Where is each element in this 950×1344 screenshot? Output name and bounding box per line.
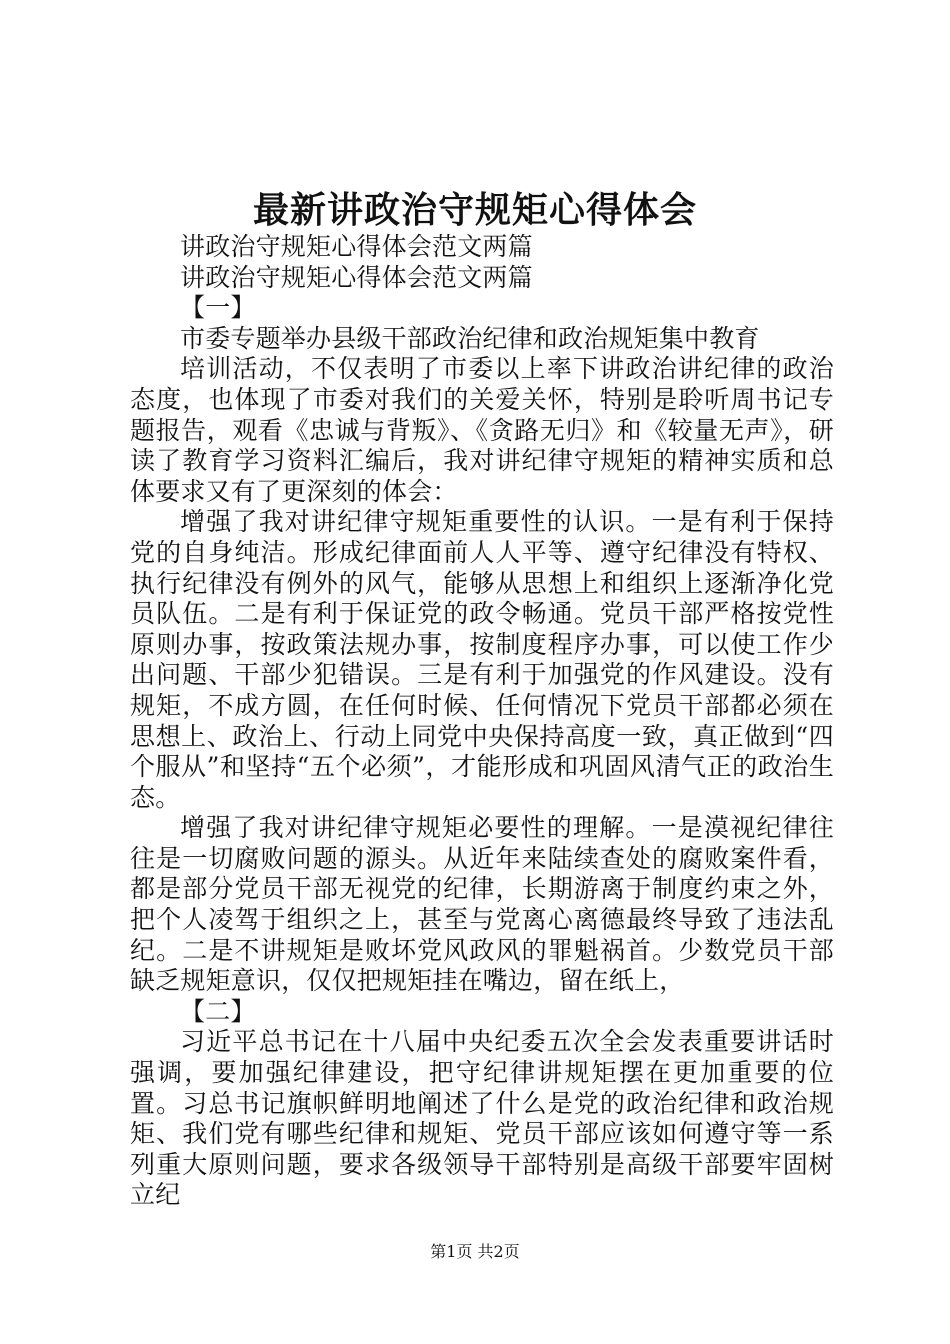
section-heading: 【一】 [180, 293, 256, 323]
paragraph: 增强了我对讲纪律守规矩重要性的认识。一是有利于保持党的自身纯洁。形成纪律面前人人平等、遵守纪律没有特权、执行纪律没有例外的风气，能够从思想上和组织上逐渐净化党员队伍。二是有利于保证党的政令畅通。党员干部严格按党性原则办事，按政策法规办事，按制度程序办事，可以使工作少出问题、干部少犯错误。三是有利于加强党的作风建设。没有规矩，不成方圆，在任何时候、任何情况下党员干部都必须在思想上、政治上、行动上同党中央保持高度一致，真正做到“四个服从”和坚持“五个必须”，才能形成和巩固风清气正的政治生态。 [130, 507, 834, 812]
paragraph: 习近平总书记在十八届中央纪委五次全会发表重要讲话时强调，要加强纪律建设，把守纪律讲规矩摆在更加重要的位置。习总书记旗帜鲜明地阐述了什么是党的政治纪律和政治规矩、我们党有哪些纪律和规矩、党员干部应该如何遵守等一系列重大原则问题，要求各级领导干部特别是高级干部要牢固树立纪 [130, 1027, 834, 1210]
subtitle-line: 讲政治守规矩心得体会范文两篇 [180, 262, 533, 292]
subtitle-line: 讲政治守规矩心得体会范文两篇 [180, 232, 533, 261]
paragraph: 培训活动，不仅表明了市委以上率下讲政治讲纪律的政治态度，也体现了市委对我们的关爱关怀，特别是聆听周书记专题报告，观看《忠诚与背叛》、《贪路无归》和《较量无声》，研读了教育学习资料汇编后，我对讲纪律守规矩的精神实质和总体要求又有了更深刻的体会： [130, 354, 834, 506]
paragraph: 市委专题举办县级干部政治纪律和政治规矩集中教育 [180, 323, 760, 353]
document-body [130, 232, 834, 1211]
paragraph: 增强了我对讲纪律守规矩必要性的理解。一是漠视纪律往往是一切腐败问题的源头。从近年来陆续查处的腐败案件看，都是部分党员干部无视党的纪律，长期游离于制度约束之外，把个人凌驾于组织之上，甚至与党离心离德最终导致了违法乱纪。二是不讲规矩是败坏党风政风的罪魁祸首。少数党员干部缺乏规矩意识，仅仅把规矩挂在嘴边，留在纸上， [130, 813, 834, 996]
page-footer: 第1页 共2页 [430, 1242, 520, 1261]
section-heading: 【二】 [180, 996, 256, 1026]
page-title: 最新讲政治守规矩心得体会 [252, 189, 697, 231]
